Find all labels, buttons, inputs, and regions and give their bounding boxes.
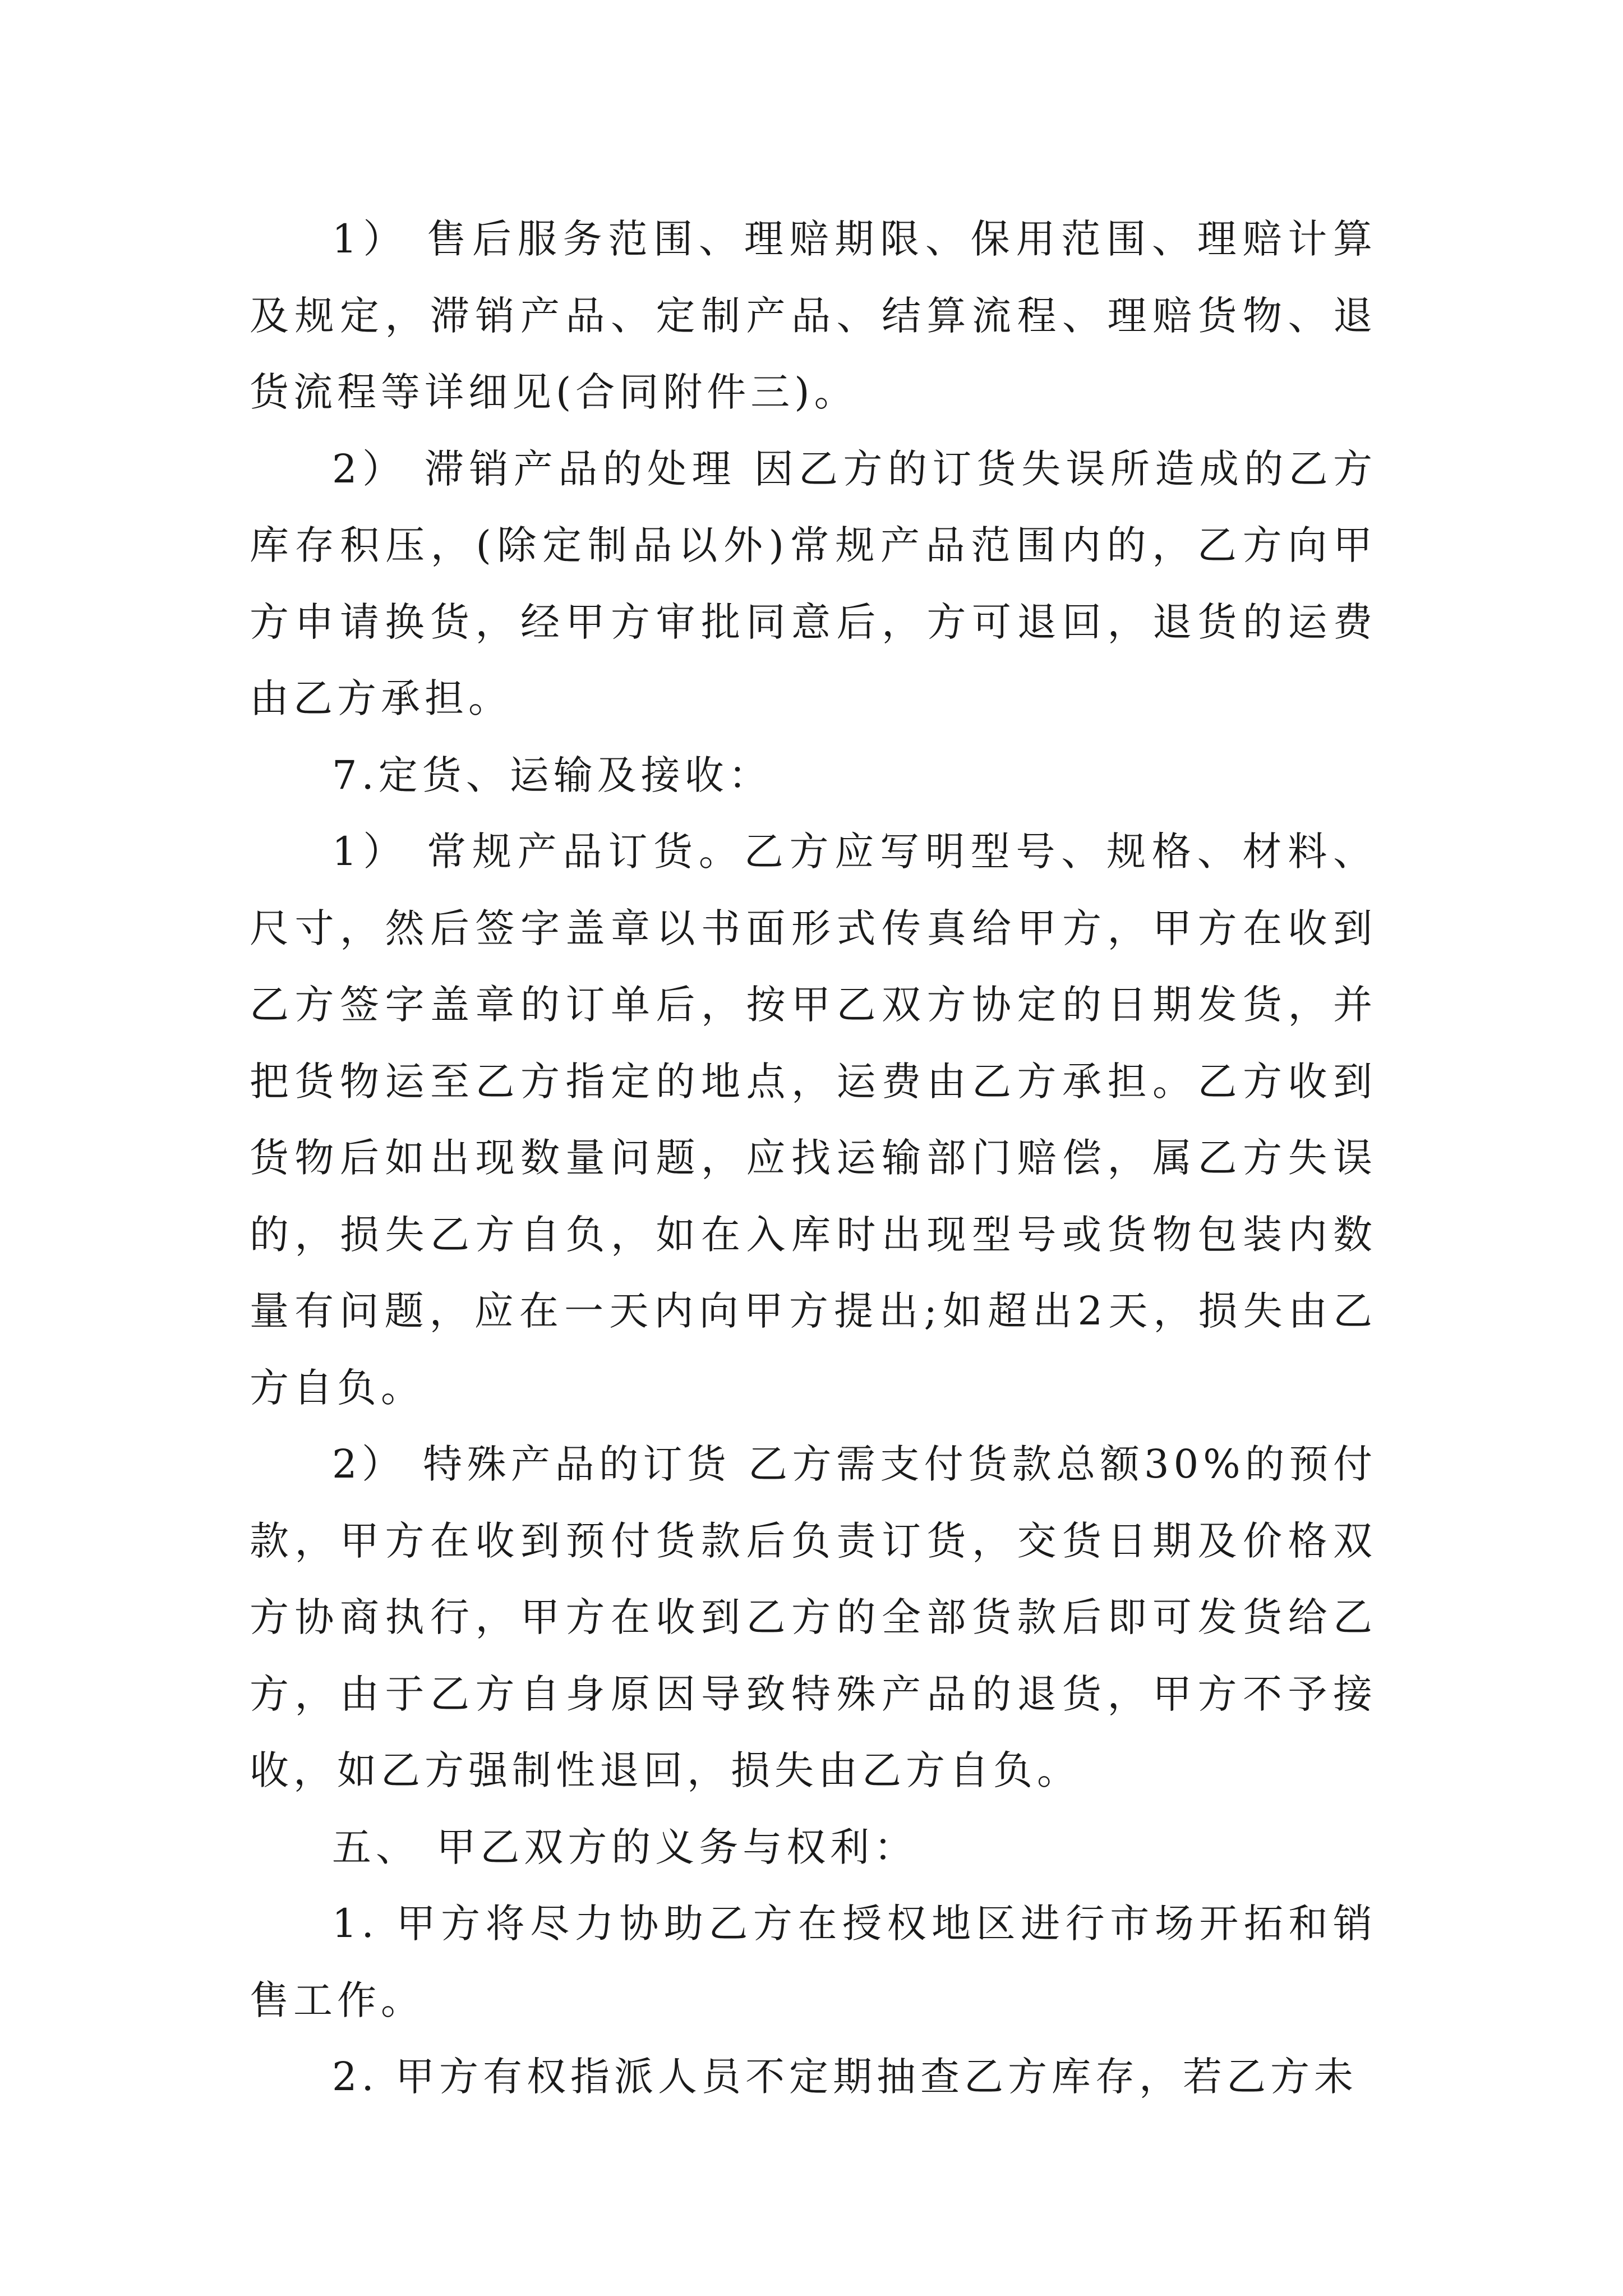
- section-heading-obligations-rights: 五、 甲乙双方的义务与权利：: [332, 1824, 918, 1870]
- paragraph-obligation-1: 1. 甲方将尽力协助乙方在授权地区进行市场开拓和销售工作。: [250, 1901, 1377, 2023]
- paragraph-regular-ordering: 1） 常规产品订货。乙方应写明型号、规格、材料、尺寸，然后签字盖章以书面形式传真给甲方，甲方在收到乙方签字盖章的订单后，按甲乙双方协定的日期发货，并把货物运至乙方指定的地点，运费由乙方承担。乙方收到货物后如出现数量问题，应找运输部门赔偿，属乙方失误的，损失乙方自负，如在入库时出现型号或货物包装内数量有问题，应在一天内向甲方提出;如超出2天，损失由乙方自负。: [250, 829, 1377, 1411]
- section-heading-ordering-transport: 7.定货、运输及接收：: [332, 752, 772, 798]
- paragraph-slow-moving-products: 2） 滞销产品的处理 因乙方的订货失误所造成的乙方库存积压，(除定制品以外)常规产品范围内的，乙方向甲方申请换货，经甲方审批同意后，方可退回，退货的运费由乙方承担。: [250, 445, 1377, 721]
- paragraph-obligation-2: 2. 甲方有权指派人员不定期抽查乙方库存，若乙方未: [332, 2054, 1358, 2100]
- document-body: [250, 201, 1377, 2115]
- paragraph-special-ordering: 2） 特殊产品的订货 乙方需支付货款总额30%的预付款，甲方在收到预付货款后负责订货，交货日期及价格双方协商执行，甲方在收到乙方的全部货款后即可发货给乙方，由于乙方自身原因导致特殊产品的退货，甲方不予接收，如乙方强制性退回，损失由乙方自负。: [250, 1441, 1377, 1793]
- paragraph-after-sales-scope: 1） 售后服务范围、理赔期限、保用范围、理赔计算及规定，滞销产品、定制产品、结算流程、理赔货物、退货流程等详细见(合同附件三)。: [250, 216, 1377, 415]
